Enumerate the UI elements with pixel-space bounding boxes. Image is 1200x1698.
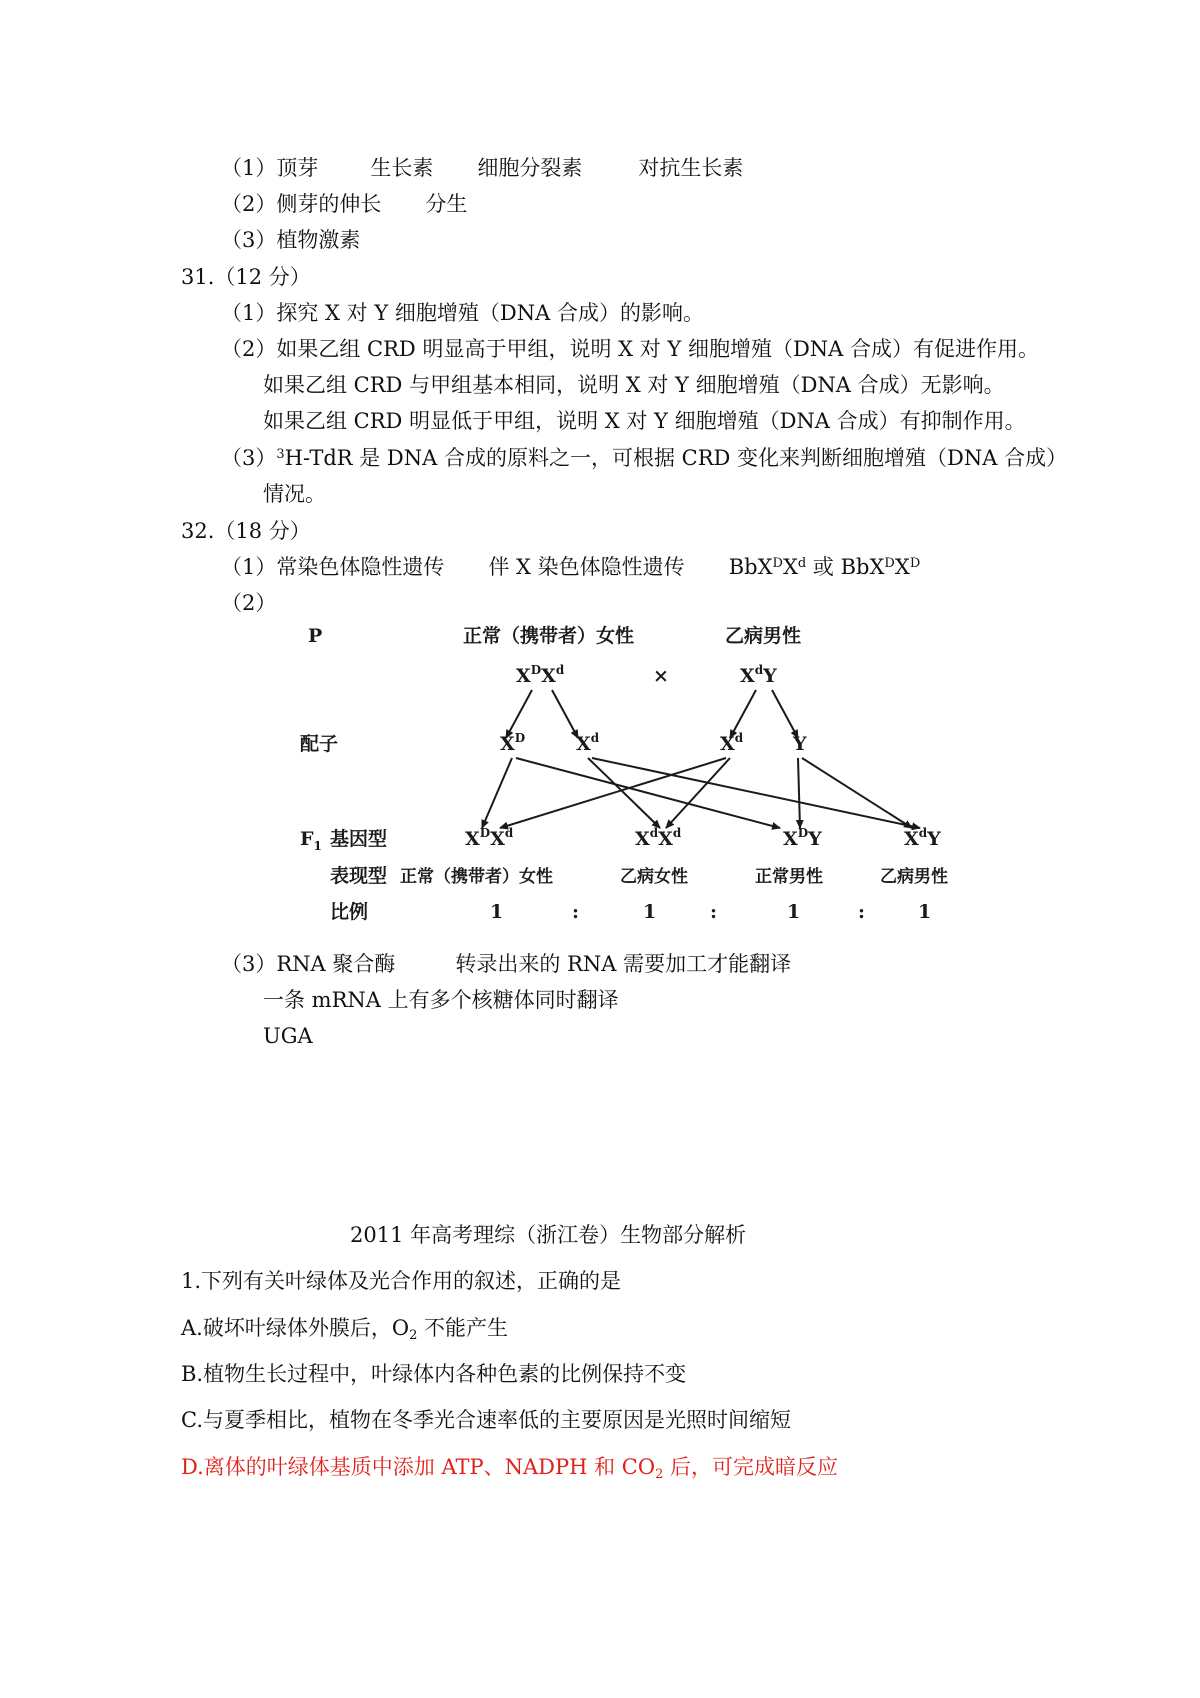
answer-text: 侧芽的伸长 [276,192,382,216]
arrow [482,758,512,828]
option-b: B.植物生长过程中，叶绿体内各种色素的比例保持不变 [181,1362,687,1386]
gamete-label: 配子 [300,733,339,755]
item-number: （1） [221,555,277,579]
option-a: A.破坏叶绿体外膜后，$O_2$ 不能产生 [181,1316,509,1343]
answer-text: 植物激素 [276,228,361,252]
gamete: $X^D$ [500,731,526,755]
answer-text: 常染色体隐性遗传 [276,555,445,579]
ratio-colon: : [572,901,580,923]
offspring-genotype: $X^DX^d$ [465,826,514,850]
offspring-genotype: $X^DY$ [783,826,822,850]
q30-answer-3 [221,230,360,251]
item-number: （3） [221,952,277,976]
ratio-colon: : [710,901,718,923]
arrow [802,758,912,828]
genotype: $BbX^DX^d$ [728,555,807,579]
answer-text: 对抗生长素 [638,156,744,180]
q32-answer-1: （1）常染色体隐性遗传 伴 X 染色体隐性遗传 $BbX^DX^d$ 或 $BbX^DX^D$ [221,555,921,579]
q31-header: 31.（12 分） [181,265,311,289]
ratio-colon: : [858,901,866,923]
gamete: $X^d$ [576,731,600,755]
q31-answer-2 [221,339,1039,360]
ratio-value: 1 [643,901,657,923]
analysis-title: 2011 年高考理综（浙江卷）生物部分解析 [350,1223,747,1247]
arrow [798,758,800,828]
answer-text: 分生 [425,192,468,216]
arrow [592,758,920,828]
item-number: （2） [221,192,277,216]
parent-male-phenotype: 乙病男性 [725,625,802,647]
q31-answer-2-line-2: 如果乙组 CRD 与甲组基本相同，说明 X 对 Y 细胞增殖（DNA 合成）无影响。 [263,373,1005,397]
q32-answer-3-line-2: 一条 mRNA 上有多个核糖体同时翻译 [263,988,619,1012]
offspring-genotype: $X^dX^d$ [635,826,682,850]
answer-text: H-TdR 是 DNA 合成的原料之一，可根据 CRD 变化来判断细胞增殖（DNA 合成） [284,446,1068,470]
answer-text: 探究 X 对 Y 细胞增殖（DNA 合成）的影响。 [276,301,704,325]
parent-female-genotype: $X^DX^d$ [516,663,565,687]
arrow [552,690,578,738]
offspring-genotype: $X^dY$ [904,826,941,850]
arrow [772,690,798,738]
parent-female-phenotype: 正常（携带者）女性 [463,625,635,647]
q31-answer-1 [221,303,704,324]
option-d-correct-answer: D.离体的叶绿体基质中添加 ATP、NADPH 和 $CO_2$ 后，可完成暗反应 [181,1455,839,1482]
ratio-value: 1 [918,901,932,923]
offspring-phenotype: 乙病男性 [880,867,948,887]
answer-text: 细胞分裂素 [477,156,583,180]
item-number: （3） [221,228,277,252]
q32-answer-3 [221,954,791,975]
q32-answer-2: （2） [221,591,277,615]
q30-answer-2 [221,194,467,215]
answer-text: 生长素 [370,156,434,180]
parent-male-genotype: $X^dY$ [740,663,777,687]
answer-text: RNA 聚合酶 [276,952,396,976]
arrow [666,758,730,828]
gamete: $X^d$ [720,731,744,755]
p-label: P [308,625,323,647]
arrow [500,758,726,828]
item-number: （2） [221,337,277,361]
answer-text: 如果乙组 CRD 明显高于甲组，说明 X 对 Y 细胞增殖（DNA 合成）有促进作用。 [276,337,1040,361]
cross-symbol: × [653,665,669,687]
f1-label: $F_1$ [300,828,322,853]
isotope-superscript: 3 [276,447,285,462]
offspring-phenotype: 乙病女性 [620,867,688,887]
option-c: C.与夏季相比，植物在冬季光合速率低的主要原因是光照时间缩短 [181,1408,791,1432]
answer-text: 顶芽 [276,156,319,180]
ratio-label: 比例 [330,901,369,923]
item-number: （1） [221,156,277,180]
item-number: （1） [221,301,277,325]
q31-answer-3-line-2: 情况。 [263,482,326,506]
question-1-stem: 1.下列有关叶绿体及光合作用的叙述，正确的是 [181,1269,622,1293]
item-number: （3） [221,446,277,470]
genotype-label: 基因型 [330,828,388,850]
q32-header: 32.（18 分） [181,519,311,543]
genetic-cross-diagram [300,620,980,940]
ratio-value: 1 [787,901,801,923]
answer-text: 转录出来的 RNA 需要加工才能翻译 [455,952,792,976]
offspring-phenotype: 正常（携带者）女性 [400,867,553,887]
q30-answer-1 [221,158,743,179]
gamete: Y [793,733,807,755]
q32-answer-3-line-3: UGA [263,1024,313,1048]
ratio-value: 1 [490,901,504,923]
offspring-phenotype: 正常男性 [755,867,823,887]
answer-text: 伴 X 染色体隐性遗传 [488,555,685,579]
phenotype-label: 表现型 [330,865,388,887]
genotype: $BbX^DX^D$ [840,555,921,579]
q31-answer-3 [221,448,1067,469]
q31-answer-2-line-3: 如果乙组 CRD 明显低于甲组，说明 X 对 Y 细胞增殖（DNA 合成）有抑制作用。 [263,409,1026,433]
